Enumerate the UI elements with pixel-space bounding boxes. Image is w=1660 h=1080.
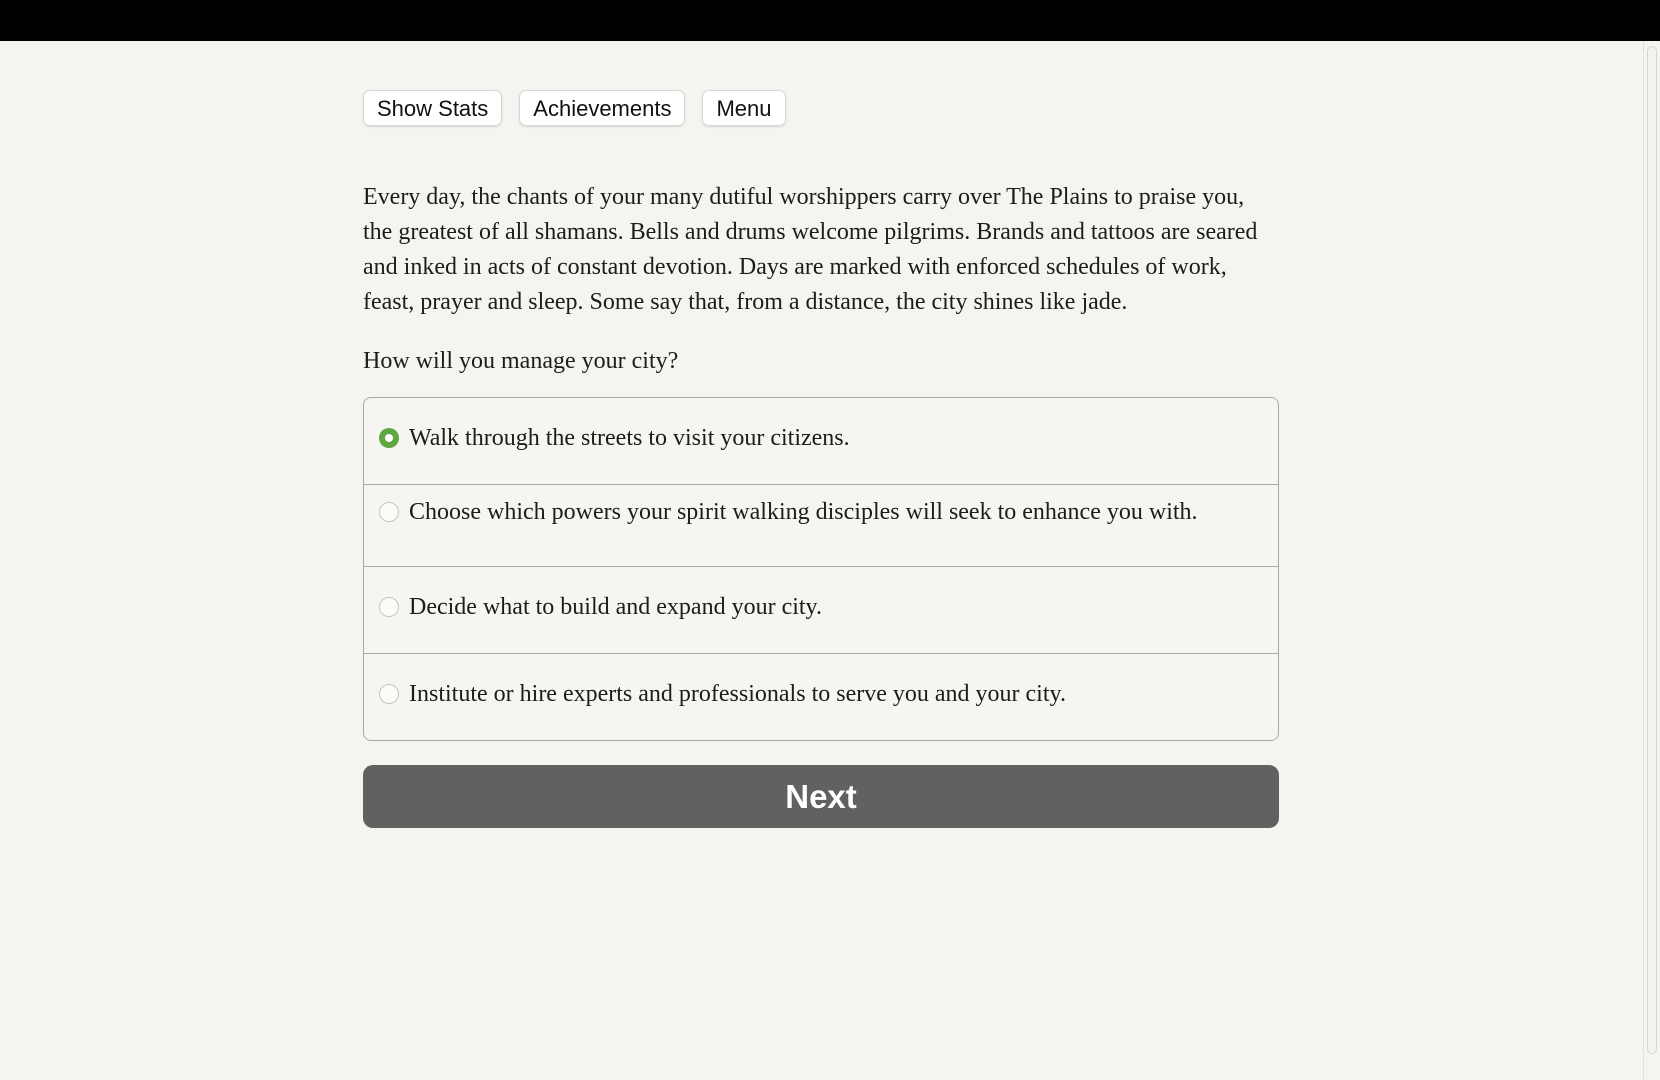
radio-unselected-icon[interactable] xyxy=(379,597,399,617)
choice-label: Decide what to build and expand your city. xyxy=(409,594,822,620)
choice-list xyxy=(363,397,1279,741)
achievements-button[interactable]: Achievements xyxy=(519,90,685,126)
radio-unselected-icon[interactable] xyxy=(379,502,399,522)
radio-unselected-icon[interactable] xyxy=(379,684,399,704)
choice-label: Institute or hire experts and professionals to serve you and your city. xyxy=(409,681,1066,707)
radio-selected-icon[interactable] xyxy=(379,428,399,448)
game-content xyxy=(363,90,1279,828)
nav-buttons xyxy=(363,90,1279,128)
choice-prompt: How will you manage your city? xyxy=(363,348,679,374)
scrollbar-thumb[interactable] xyxy=(1647,46,1657,1054)
choice-label: Choose which powers your spirit walking disciples will seek to enhance you with. xyxy=(409,499,1198,525)
menu-button[interactable]: Menu xyxy=(702,90,785,126)
choice-option-3[interactable] xyxy=(364,566,1278,653)
next-button[interactable]: Next xyxy=(363,765,1279,828)
window-top-bar xyxy=(0,0,1660,41)
choice-option-2[interactable] xyxy=(364,484,1278,566)
choice-label: Walk through the streets to visit your citizens. xyxy=(409,425,850,451)
choice-option-1[interactable] xyxy=(364,398,1278,484)
choice-option-4[interactable] xyxy=(364,653,1278,740)
show-stats-button[interactable]: Show Stats xyxy=(363,90,502,126)
story-paragraph: Every day, the chants of your many dutiful worshippers carry over The Plains to praise you, the greatest of all shamans. Bells and drums welcome pilgrims. Brands and tattoos are seared and inked in acts of constant devotion. Days are marked with enforced schedules of work, feast, prayer and sleep. Some say that, from a distance, the city shines like jade. xyxy=(363,184,1258,315)
